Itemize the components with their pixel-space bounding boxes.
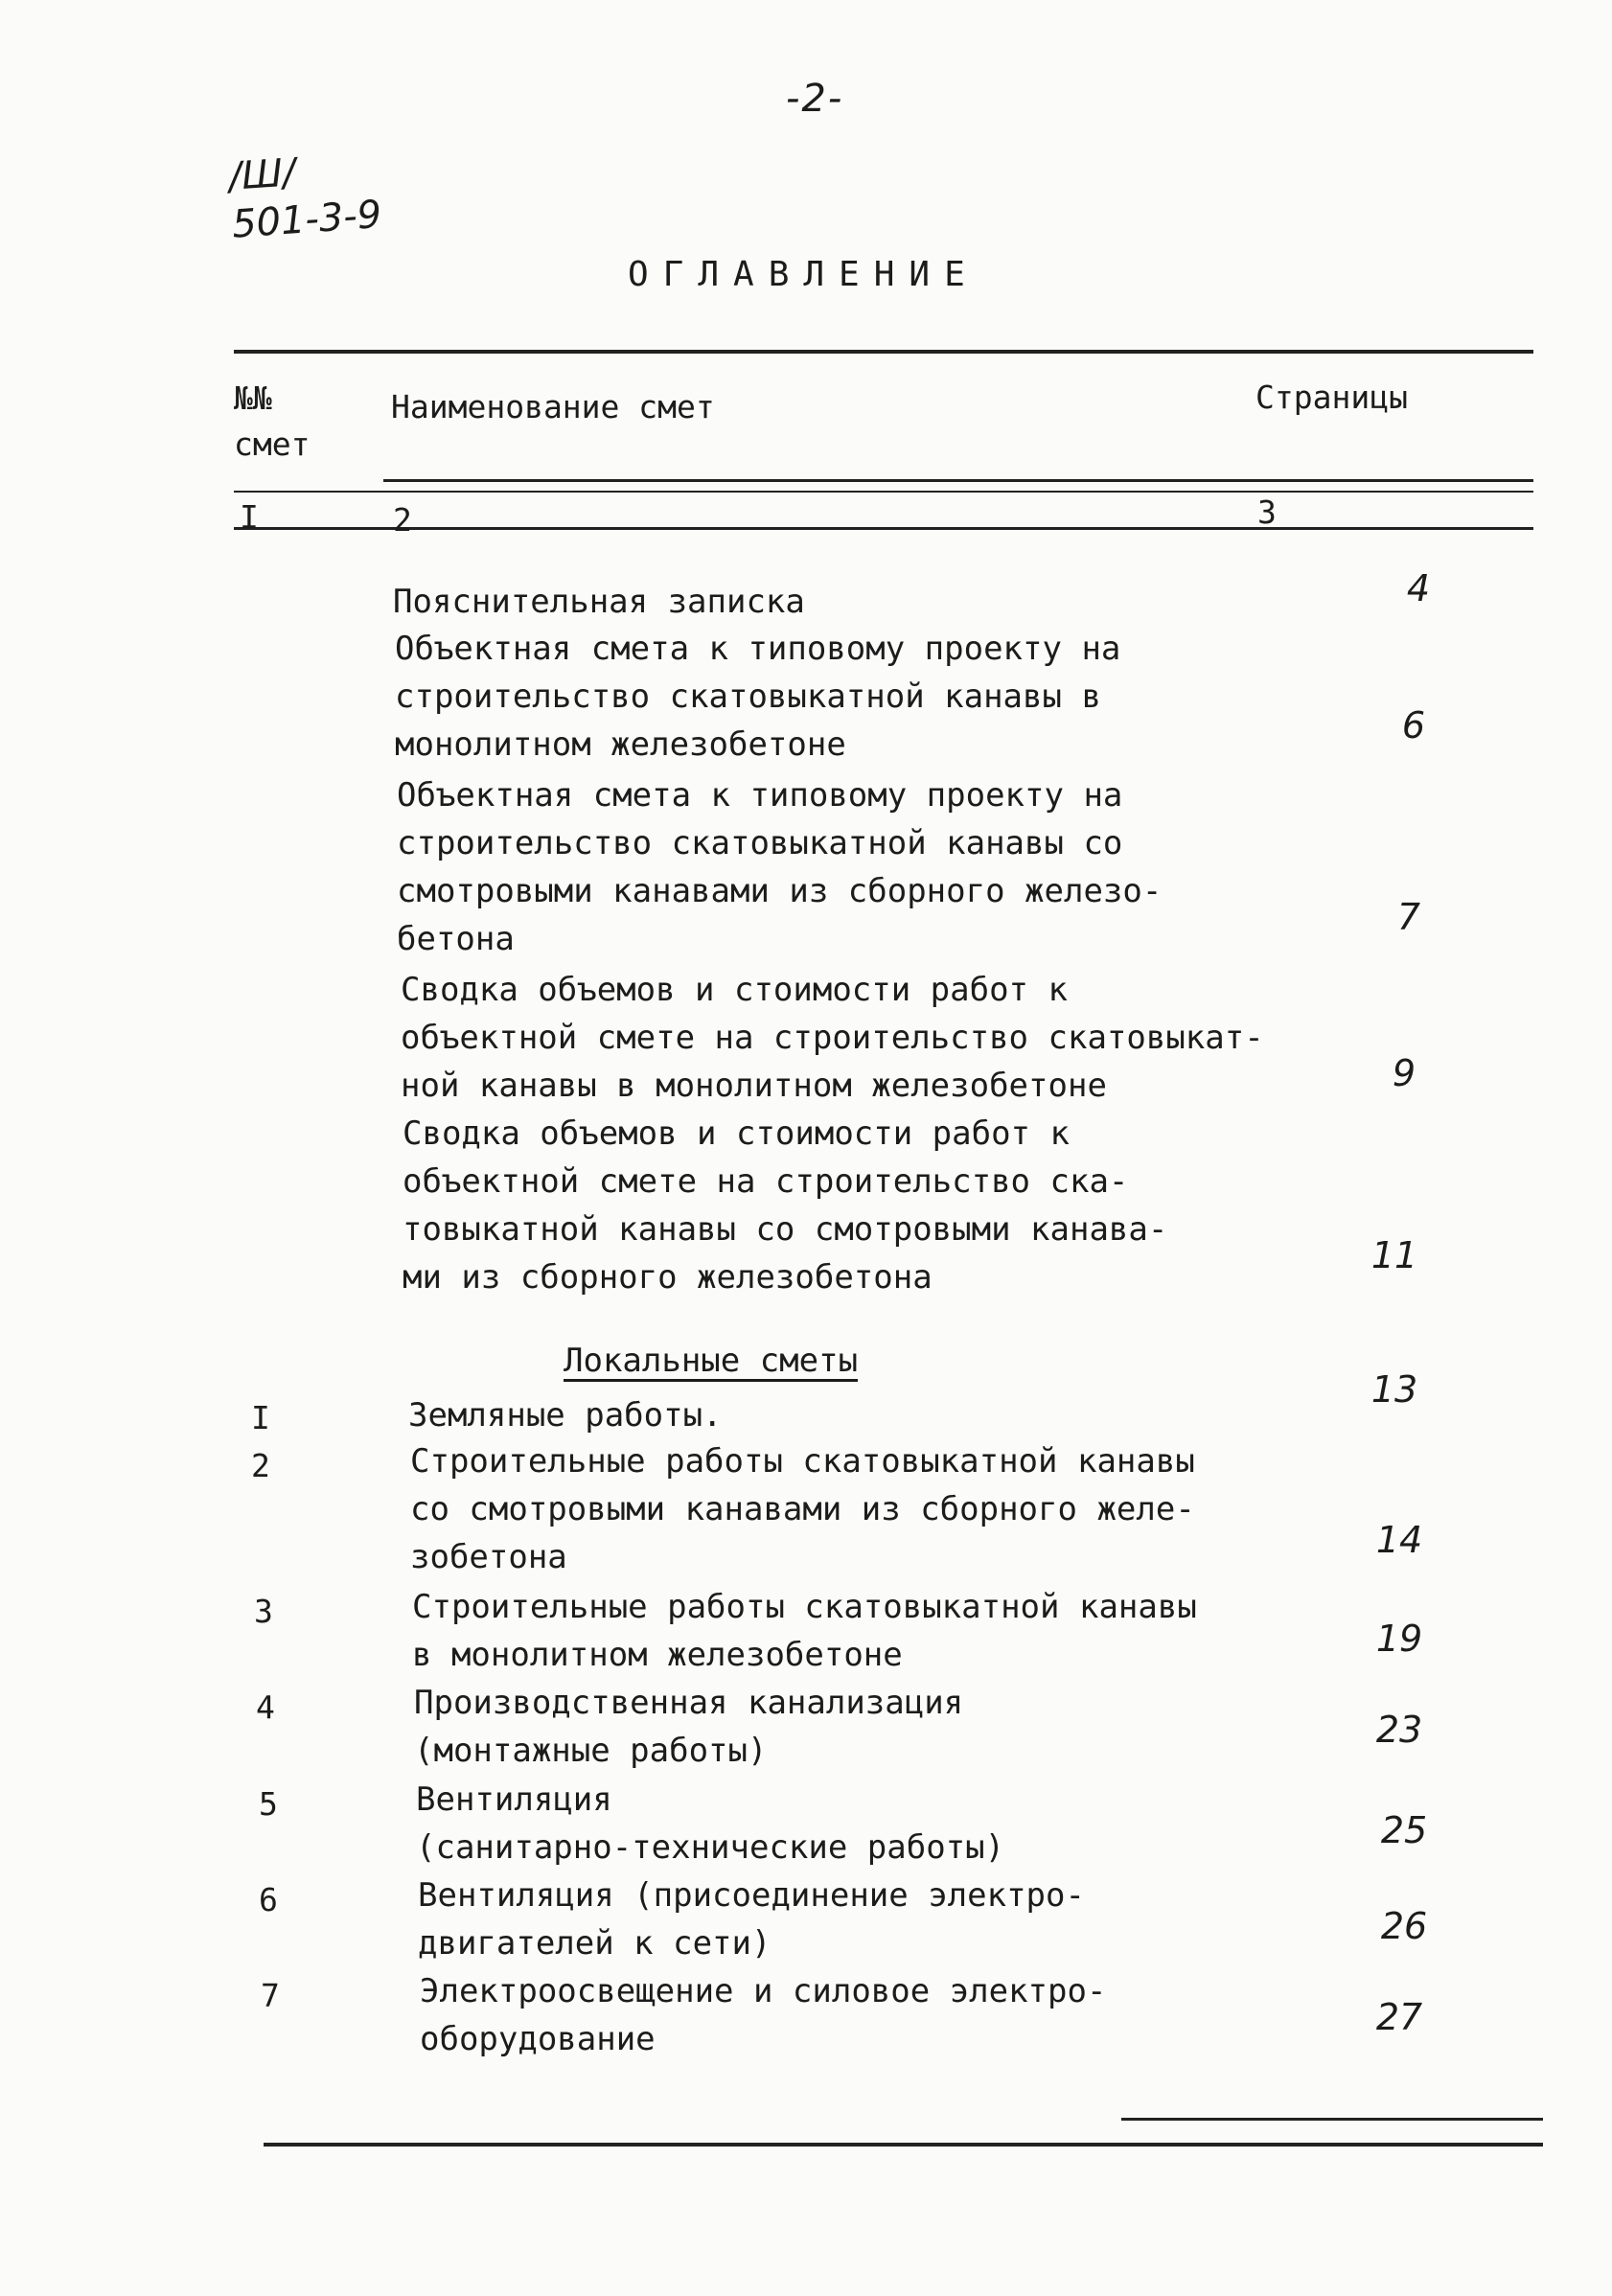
entry-line: бетона: [397, 920, 515, 958]
header-number-label: смет: [234, 425, 311, 463]
entry-line: смотровыми канавами из сборного железо-: [397, 872, 1163, 910]
list-item: [408, 1391, 723, 1439]
list-item: [401, 966, 1264, 1110]
table-bottom-rule: [1121, 2118, 1543, 2121]
entry-line: монолитном железобетоне: [395, 725, 846, 764]
list-item: [420, 1967, 1106, 2063]
entry-line: ной канавы в монолитном железобетоне: [401, 1067, 1107, 1105]
list-item: [414, 1679, 963, 1775]
entry-line: объектной смете на строительство ска-: [403, 1162, 1129, 1201]
page-reference: 27: [1375, 1996, 1423, 2038]
entry-line: товыкатной канавы со смотровыми канава-: [403, 1210, 1168, 1249]
page-reference: 11: [1370, 1234, 1418, 1276]
column-number: I: [240, 498, 259, 536]
entry-line: со смотровыми канавами из сборного желе-: [410, 1490, 1195, 1528]
entry-line: в монолитном железобетоне: [412, 1636, 903, 1674]
entry-line: Строительные работы скатовыкатной канавы: [412, 1588, 1197, 1626]
list-item: [397, 771, 1162, 963]
estimate-number: 6: [259, 1881, 278, 1918]
section-heading: Локальные сметы: [564, 1342, 859, 1380]
entry-line: Пояснительная записка: [393, 583, 805, 621]
estimate-number: 5: [259, 1785, 278, 1823]
header-pages: Страницы: [1255, 379, 1408, 416]
page-reference: 4: [1406, 567, 1431, 609]
list-item: [418, 1871, 1085, 1967]
entry-line: строительство скатовыкатной канавы в: [395, 677, 1101, 716]
header-name: Наименование смет: [391, 388, 715, 425]
series-code: [227, 143, 383, 249]
entry-line: объектной смете на строительство скатовыкат-: [401, 1019, 1264, 1057]
entry-line: Объектная смета к типовому проекту на: [395, 630, 1121, 668]
entry-line: Сводка объемов и стоимости работ к: [401, 971, 1068, 1009]
list-item: [416, 1776, 1004, 1871]
entry-line: Строительные работы скатовыкатной канавы: [410, 1442, 1195, 1481]
table-top-rule: [234, 350, 1533, 354]
page-reference: 19: [1375, 1618, 1423, 1660]
list-item: [412, 1583, 1197, 1679]
entry-line: Производственная канализация: [414, 1684, 964, 1722]
page-number: -2-: [786, 77, 844, 121]
page-bottom-rule: [264, 2143, 1543, 2147]
entry-line: Земляные работы.: [408, 1396, 723, 1435]
series-code-line: /Ш/: [227, 150, 297, 199]
entry-line: Вентиляция: [416, 1780, 612, 1819]
series-code-line: 501-3-9: [230, 192, 383, 247]
list-item: [393, 578, 805, 626]
entry-line: зобетона: [410, 1538, 567, 1576]
page-reference: 14: [1375, 1519, 1423, 1561]
entry-line: Объектная смета к типовому проекту на: [397, 776, 1123, 815]
entry-line: (санитарно-технические работы): [416, 1828, 1005, 1867]
entry-line: строительство скатовыкатной канавы со: [397, 824, 1123, 862]
page-title: ОГЛАВЛЕНИЕ: [628, 255, 979, 294]
list-item: [410, 1437, 1195, 1581]
page-reference: 26: [1380, 1905, 1428, 1947]
column-number: 2: [393, 501, 412, 539]
page-reference: 7: [1396, 896, 1421, 938]
page-reference: 13: [1370, 1368, 1418, 1411]
estimate-number: I: [251, 1399, 270, 1436]
entry-line: двигателей к сети): [418, 1924, 771, 1963]
estimate-number: 2: [251, 1447, 270, 1484]
entry-line: Электроосвещение и силовое электро-: [420, 1972, 1107, 2010]
column-number: 3: [1257, 494, 1277, 531]
estimate-number: 3: [254, 1593, 273, 1630]
page-reference: 9: [1392, 1052, 1416, 1094]
page-reference: 6: [1401, 704, 1426, 746]
header-bottom-rule: [383, 479, 1533, 482]
page-reference: 23: [1375, 1709, 1423, 1751]
page-reference: 25: [1380, 1809, 1428, 1851]
list-item: [395, 625, 1120, 769]
list-item: [403, 1110, 1167, 1301]
column-numbers-bottom-rule: [234, 527, 1533, 530]
estimate-number: 7: [261, 1977, 280, 2014]
entry-line: ми из сборного железобетона: [403, 1258, 933, 1297]
entry-line: оборудование: [420, 2020, 656, 2058]
column-numbers-top-rule: [234, 491, 1533, 493]
header-number: [234, 376, 310, 468]
entry-line: (монтажные работы): [414, 1732, 768, 1770]
header-number-symbol: №№: [234, 379, 272, 417]
entry-line: Сводка объемов и стоимости работ к: [403, 1114, 1070, 1153]
entry-line: Вентиляция (присоединение электро-: [418, 1876, 1085, 1915]
estimate-number: 4: [256, 1688, 275, 1726]
